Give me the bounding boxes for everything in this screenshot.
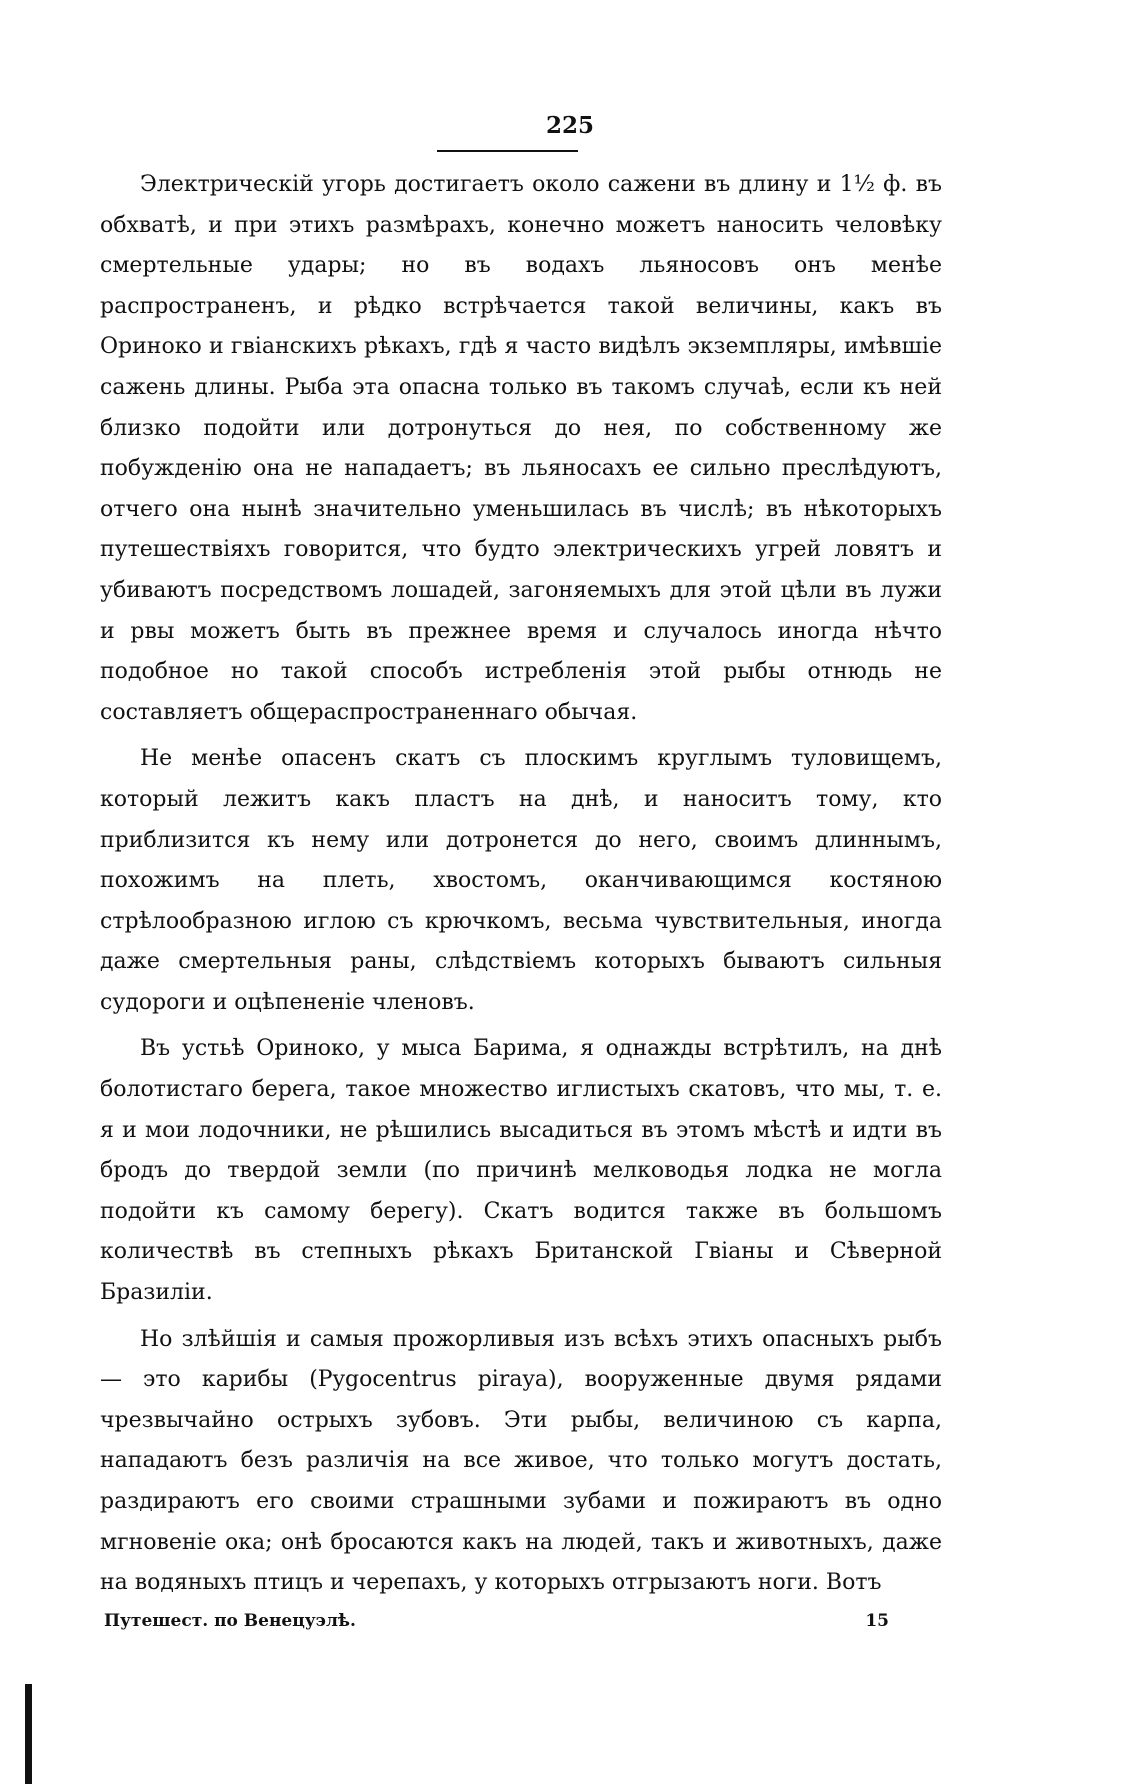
page-number: 225 [545,112,594,139]
binding-edge-mark [25,1684,32,1784]
page-footer [104,1611,889,1631]
paragraph-electric-eel: Электрическій угорь достигаетъ около сажени въ длину и 1½ ф. въ обхватѣ, и при этихъ размѣрахъ, конечно можетъ наносить человѣку смертельные удары; но въ водахъ льяносовъ онъ менѣе распространенъ, и рѣдко встрѣчается такой величины, какъ въ Ориноко и гвіанскихъ рѣкахъ, гдѣ я часто видѣлъ экземпляры, имѣвшіе сажень длины. Рыба эта опасна только въ такомъ случаѣ, если къ ней близко подойти или дотронуться до нея, по собственному же побужденію она не нападаетъ; въ льяносахъ ее сильно преслѣдуютъ, отчего она нынѣ значительно уменьшилась въ числѣ; въ нѣкоторыхъ путешествіяхъ говорится, что будто электрическихъ угрей ловятъ и убиваютъ посредствомъ лошадей, загоняемыхъ для этой цѣли въ лужи и рвы можетъ быть въ прежнее время и случалось иногда нѣчто подобное но такой способъ истребленія этой рыбы отнюдь не составляетъ общераспространеннаго обычая. [100,172,942,725]
paragraph-orinoco-mouth: Въ устьѣ Ориноко, у мыса Барима, я однажды встрѣтилъ, на днѣ болотистаго берега, такое множество иглистыхъ скатовъ, что мы, т. е. я и мои лодочники, не рѣшились высадиться въ этомъ мѣстѣ и идти въ бродъ до твердой земли (по причинѣ мелководья лодка не могла подойти къ самому берегу). Скатъ водится также въ большомъ количествѣ въ степныхъ рѣкахъ Британской Гвіаны и Сѣверной Бразиліи. [100,1036,942,1306]
paragraph-stingray: Не менѣе опасенъ скатъ съ плоскимъ круглымъ туловищемъ, который лежитъ какъ пластъ на днѣ, и наноситъ тому, кто приблизится къ нему или дотронется до него, своимъ длиннымъ, похожимъ на плеть, хвостомъ, оканчивающимся костяною стрѣлообразною иглою съ крючкомъ, весьма чувствительныя, иногда даже смертельныя раны, слѣдствіемъ которыхъ бываютъ сильныя судороги и оцѣпененіе членовъ. [100,746,942,1015]
running-title: Путешест. по Венецуэлѣ. [104,1611,356,1631]
paragraph-piranha: Но злѣйшія и самыя прожорливыя изъ всѣхъ этихъ опасныхъ рыбъ — это карибы (Pygocentrus piraya), вооруженные двумя рядами чрезвычайно острыхъ зубовъ. Эти рыбы, величиною съ карпа, нападаютъ безъ различія на все живое, что только могутъ достать, раздираютъ его своими страшными зубами и пожираютъ въ одно мгновеніе ока; онѣ бросаются какъ на людей, такъ и животныхъ, даже на водяныхъ птицъ и черепахъ, у которыхъ отгрызаютъ ноги. Вотъ [100,1326,942,1596]
header-rule [437,150,578,152]
signature-mark: 15 [865,1611,889,1631]
body-text [100,165,942,1610]
